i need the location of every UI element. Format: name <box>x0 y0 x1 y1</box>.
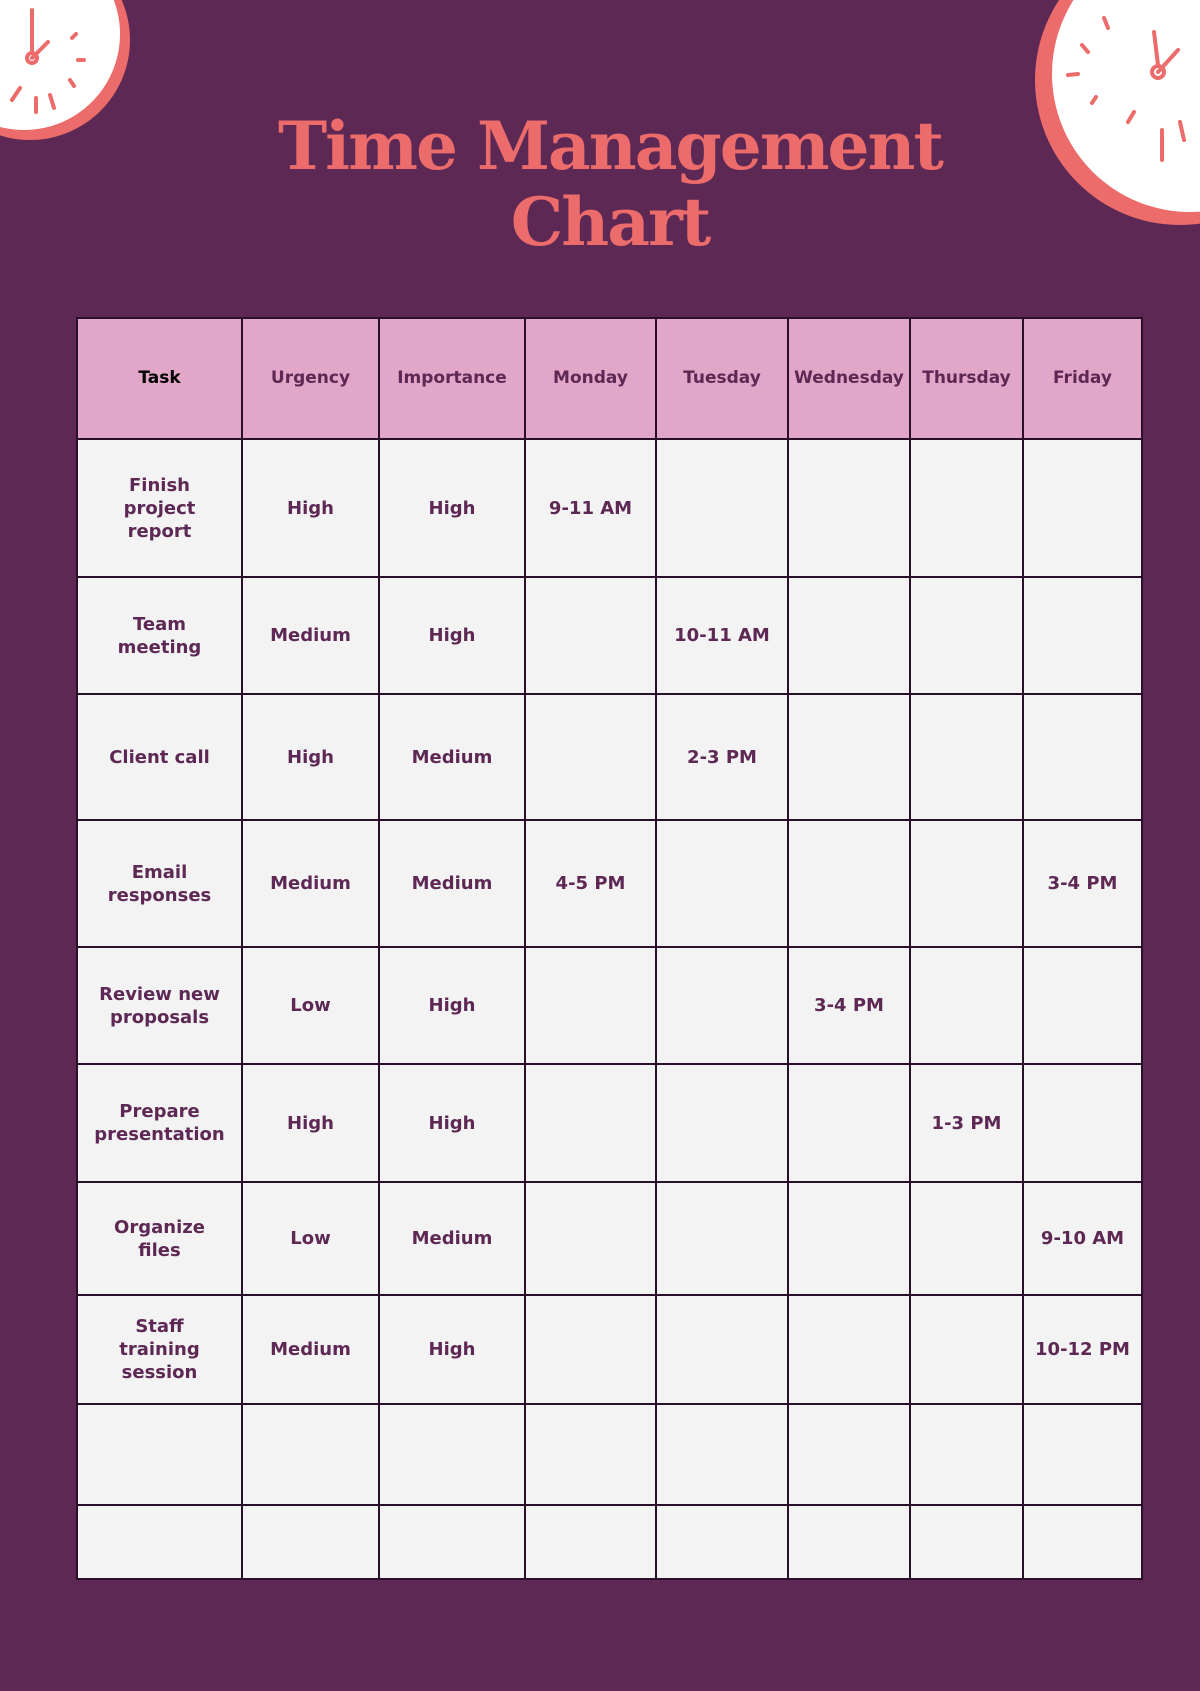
cell-monday <box>525 1295 656 1404</box>
column-header-friday: Friday <box>1023 318 1142 439</box>
cell-friday: 3-4 PM <box>1023 820 1142 947</box>
cell-task: Organize files <box>77 1182 242 1295</box>
cell-friday <box>1023 1064 1142 1182</box>
cell-task: Review new proposals <box>77 947 242 1064</box>
cell-tuesday <box>656 1404 788 1505</box>
cell-friday <box>1023 1404 1142 1505</box>
cell-importance: High <box>379 1064 525 1182</box>
cell-importance: High <box>379 1295 525 1404</box>
table-row <box>77 694 1142 820</box>
cell-wednesday <box>788 820 910 947</box>
cell-urgency: High <box>242 1064 379 1182</box>
cell-task: Finish project report <box>77 439 242 577</box>
cell-task: Client call <box>77 694 242 820</box>
cell-monday <box>525 1064 656 1182</box>
cell-urgency: Low <box>242 947 379 1064</box>
table-row <box>77 1182 1142 1295</box>
cell-wednesday <box>788 1064 910 1182</box>
column-header-importance: Importance <box>379 318 525 439</box>
cell-monday <box>525 694 656 820</box>
cell-monday: 9-11 AM <box>525 439 656 577</box>
cell-monday <box>525 1182 656 1295</box>
table-row <box>77 439 1142 577</box>
cell-wednesday <box>788 1182 910 1295</box>
cell-importance: High <box>379 577 525 694</box>
cell-wednesday: 3-4 PM <box>788 947 910 1064</box>
cell-urgency: High <box>242 694 379 820</box>
cell-importance: Medium <box>379 694 525 820</box>
cell-urgency: Medium <box>242 820 379 947</box>
cell-tuesday <box>656 1505 788 1579</box>
column-header-tuesday: Tuesday <box>656 318 788 439</box>
cell-tuesday <box>656 947 788 1064</box>
cell-task: Prepare presentation <box>77 1064 242 1182</box>
cell-urgency: High <box>242 439 379 577</box>
cell-friday <box>1023 439 1142 577</box>
title-line-2: Chart <box>510 183 710 261</box>
cell-importance <box>379 1505 525 1579</box>
cell-importance: High <box>379 439 525 577</box>
cell-friday <box>1023 1505 1142 1579</box>
table-row <box>77 947 1142 1064</box>
cell-wednesday <box>788 439 910 577</box>
table-row <box>77 1064 1142 1182</box>
cell-wednesday <box>788 1404 910 1505</box>
table-row <box>77 1404 1142 1505</box>
cell-urgency: Low <box>242 1182 379 1295</box>
cell-friday <box>1023 694 1142 820</box>
cell-monday <box>525 1404 656 1505</box>
cell-task: Team meeting <box>77 577 242 694</box>
cell-thursday <box>910 694 1023 820</box>
table-row <box>77 1505 1142 1579</box>
cell-thursday <box>910 1404 1023 1505</box>
cell-tuesday <box>656 1182 788 1295</box>
cell-thursday <box>910 577 1023 694</box>
cell-monday <box>525 1505 656 1579</box>
cell-thursday <box>910 1295 1023 1404</box>
column-header-wednesday: Wednesday <box>788 318 910 439</box>
cell-urgency <box>242 1404 379 1505</box>
cell-importance <box>379 1404 525 1505</box>
page-title <box>0 108 1200 260</box>
cell-tuesday <box>656 1295 788 1404</box>
column-header-thursday: Thursday <box>910 318 1023 439</box>
title-line-1: Time Management <box>278 107 942 185</box>
cell-thursday <box>910 947 1023 1064</box>
cell-importance: High <box>379 947 525 1064</box>
column-header-urgency: Urgency <box>242 318 379 439</box>
cell-tuesday <box>656 439 788 577</box>
schedule-table <box>76 317 1143 1580</box>
cell-thursday <box>910 820 1023 947</box>
column-header-monday: Monday <box>525 318 656 439</box>
cell-thursday <box>910 1505 1023 1579</box>
cell-friday: 9-10 AM <box>1023 1182 1142 1295</box>
cell-task <box>77 1404 242 1505</box>
table-row <box>77 820 1142 947</box>
cell-tuesday <box>656 820 788 947</box>
cell-task: Staff training session <box>77 1295 242 1404</box>
header-row <box>77 318 1142 439</box>
cell-tuesday: 10-11 AM <box>656 577 788 694</box>
cell-urgency: Medium <box>242 577 379 694</box>
cell-wednesday <box>788 1505 910 1579</box>
cell-wednesday <box>788 694 910 820</box>
cell-monday <box>525 947 656 1064</box>
cell-thursday <box>910 1182 1023 1295</box>
column-header-task: Task <box>77 318 242 439</box>
cell-friday <box>1023 577 1142 694</box>
cell-monday: 4-5 PM <box>525 820 656 947</box>
cell-thursday <box>910 439 1023 577</box>
cell-thursday: 1-3 PM <box>910 1064 1023 1182</box>
cell-tuesday: 2-3 PM <box>656 694 788 820</box>
table-row <box>77 577 1142 694</box>
cell-friday: 10-12 PM <box>1023 1295 1142 1404</box>
cell-task: Email responses <box>77 820 242 947</box>
cell-wednesday <box>788 577 910 694</box>
cell-task <box>77 1505 242 1579</box>
cell-tuesday <box>656 1064 788 1182</box>
cell-wednesday <box>788 1295 910 1404</box>
table-row <box>77 1295 1142 1404</box>
cell-friday <box>1023 947 1142 1064</box>
cell-urgency: Medium <box>242 1295 379 1404</box>
cell-monday <box>525 577 656 694</box>
cell-urgency <box>242 1505 379 1579</box>
cell-importance: Medium <box>379 820 525 947</box>
cell-importance: Medium <box>379 1182 525 1295</box>
